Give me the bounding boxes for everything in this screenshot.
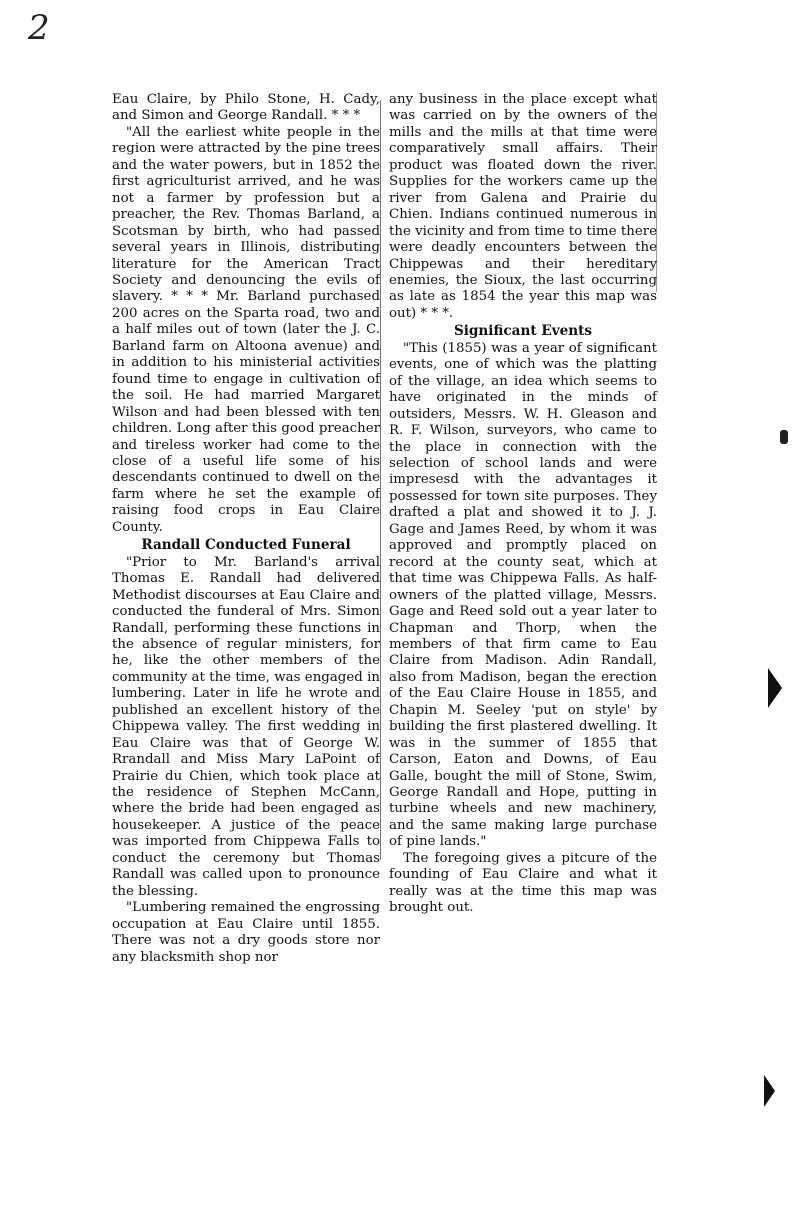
binder-hole-mark (764, 1075, 775, 1107)
page-number: 2 (28, 8, 50, 48)
section-heading: Randall Conducted Funeral (141, 537, 351, 554)
paragraph: "Prior to Mr. Barland's arrival Thomas E. Randall had delivered Methodist discourses at Eau Claire and conducted the funderal of Mrs. Simon Randall, performing these functions in the absence of regular ministers, for he, like the other members of the community at the time, was engaged in lumbering. Later in life he wrote and published an excellent history of the Chippewa valley. The first wedding in Eau Claire was that of George W. Rrandall and Miss Mary LaPoint of Prairie du Chien, which took place at the residence of Stephen McCann, where the bride had been engaged as housekeeper. A justice of the peace was imported from Chippewa Falls to conduct the ceremony but Thomas Randall was called upon to pronounce the blessing. (112, 554, 380, 899)
article-column-left (112, 92, 380, 966)
paragraph: "This (1855) was a year of significant events, one of which was the platting of the village, an idea which seems to have originated in the minds of outsiders, Messrs. W. H. Gleason and R. F. Wilson, surveyors, who came to the place in connection with the selection of school lands and were impresesd with the advantages it possessed for town site purposes. They drafted a plat and showed it to J. J. Gage and James Reed, by whom it was approved and promptly placed on record at the county seat, which at that time was Chippewa Falls. As half-owners of the platted village, Messrs. Gage and Reed sold out a year later to Chapman and Thorp, when the members of that firm came to Eau Claire from Madison. Adin Randall, also from Madison, began the erection of the Eau Claire House in 1855, and Chapin M. Seeley 'put on style' by building the first plastered dwelling. It was in the summer of 1855 that Carson, Eaton and Downs, of Eau Galle, bought the mill of Stone, Swim, George Randall and Hope, putting in turbine wheels and new machinery, and the same making large purchase of pine lands." (389, 340, 657, 850)
section-heading: Significant Events (453, 323, 593, 340)
column-divider (380, 100, 381, 860)
paragraph: "All the earliest white people in the region were attracted by the pine trees and the water powers, but in 1852 the first agriculturist arrived, and he was not a farmer by profession but a preacher, the Rev. Thomas Barland, a Scotsman by birth, who had passed several years in Illinois, distributing literature for the American Tract Society and denouncing the evils of slavery. * * * Mr. Barland purchased 200 acres on the Sparta road, two and a half miles out of town (later the J. C. Barland farm on Altoona avenue) and in addition to his ministerial activities found time to engage in cultivation of the soil. He had married Margaret Wilson and had been blessed with ten children. Long after this good preacher and tireless worker had come to the close of a useful life some of his descendants continued to dwell on the farm where he set the example of raising food crops in Eau Claire County. (112, 124, 380, 535)
paragraph: The foregoing gives a pitcure of the founding of Eau Claire and what it really was at the time this map was brought out. (389, 850, 657, 916)
paragraph: any business in the place except what was carried on by the owners of the mills and the mills at that time were comparatively small affairs. Their product was floated down the river. Supplies for the workers came up the river from Galena and Prairie du Chien. Indians continued numerous in the vicinity and from time to time there were deadly encounters between the Chippewas and their hereditary enemies, the Sioux, the last occurring as late as 1854 the year this map was out) * * *. (389, 92, 657, 321)
scan-artifact (780, 430, 788, 444)
article-column-right (389, 92, 657, 917)
paragraph: "Lumbering remained the engrossing occupation at Eau Claire until 1855. There was not a dry goods store nor any blacksmith shop nor (112, 900, 380, 965)
binder-hole-mark (768, 668, 782, 708)
paragraph: Eau Claire, by Philo Stone, H. Cady, and Simon and George Randall. * * * (112, 92, 380, 124)
